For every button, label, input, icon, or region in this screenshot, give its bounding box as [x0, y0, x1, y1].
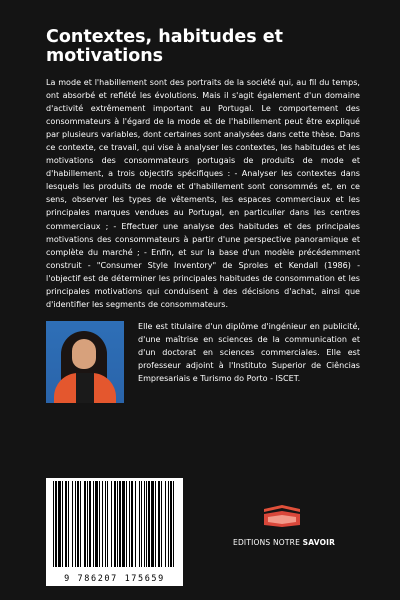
- barcode-bar: [135, 481, 136, 567]
- barcode-bar: [111, 481, 112, 567]
- barcode-bar: [129, 481, 130, 567]
- barcode: [46, 478, 183, 586]
- book-title: Contextes, habitudes et motivations: [46, 27, 283, 66]
- barcode-bar: [148, 481, 150, 567]
- barcode-bar: [65, 481, 67, 567]
- barcode-bar: [62, 481, 63, 567]
- barcode-bar: [114, 481, 116, 567]
- barcode-bar: [168, 481, 169, 567]
- barcode-bar: [158, 481, 160, 567]
- barcode-bar: [53, 481, 54, 567]
- publisher-logo-icon: [262, 505, 302, 527]
- barcode-bar: [126, 481, 127, 567]
- barcode-bar: [80, 481, 81, 567]
- barcode-bar: [119, 481, 121, 567]
- barcode-bar: [151, 481, 154, 567]
- barcode-bar: [144, 481, 145, 567]
- logo-top-chevron: [264, 505, 300, 512]
- barcode-bar: [165, 481, 166, 567]
- barcode-bar: [102, 481, 103, 567]
- barcode-bar: [141, 481, 142, 567]
- barcode-bar: [75, 481, 76, 567]
- barcode-bar: [155, 481, 156, 567]
- barcode-bar: [72, 481, 73, 567]
- barcode-bar: [146, 481, 147, 567]
- barcode-bar: [161, 481, 162, 567]
- barcode-bar: [58, 481, 61, 567]
- barcode-bar: [77, 481, 79, 567]
- book-description: La mode et l'habillement sont des portraits de la société qui, au fil du temps, ont absorbé et reflété les évolutions. Mais il s'agit également d'un domaine d'activité extrêmement important au Portugal. Le comportement des consommateurs à l'égard de la mode et de l'habillement peut être expliqué par plusieurs variables, dont certaines sont analysées dans cette thèse. Dans ce contexte, ce travail, qui vise à analyser les contextes, les habitudes et les motivations des consommateurs portugais de produits de mode et d'habillement, a trois objectifs spécifiques : - Analyser les contextes dans lesquels les produits de mode et d'habillement sont consommés et, en ce sens, observer les types de vêtements, les espaces commerciaux et les principales marques vendues au Portugal, en particulier dans les centres commerciaux ; - Effectuer une analyse des habitudes et des principales motivations des consommateurs à partir d'une perspective panoramique et complète du marché ; - Enfin, et sur la base d'un modèle précédemment construit - "Consumer Style Inventory" de Sproles et Kendall (1986) - l'objectif est de déterminer les principales habitudes de consommation et les principales motivations qui conduisent à des décisions d'achat, ainsi que d'identifier les segments de consommateurs.: [46, 78, 360, 309]
- barcode-bar: [95, 481, 98, 567]
- barcode-bar: [87, 481, 88, 567]
- publisher-name: [233, 538, 353, 547]
- barcode-bar: [131, 481, 133, 567]
- barcode-bar: [117, 481, 118, 567]
- barcode-bar: [68, 481, 69, 567]
- barcode-bar: [55, 481, 57, 567]
- barcode-bar: [139, 481, 140, 567]
- barcode-bar: [99, 481, 100, 567]
- publisher-name-bold: SAVOIR: [302, 538, 336, 547]
- barcode-bar: [170, 481, 172, 567]
- barcode-bar: [122, 481, 125, 567]
- author-photo: [46, 321, 124, 403]
- isbn-number: 9 786207 175659: [64, 574, 165, 584]
- barcode-bar: [84, 481, 86, 567]
- barcode-bar: [93, 481, 94, 567]
- barcode-bar: [173, 481, 174, 567]
- barcode-bars: [51, 481, 178, 569]
- barcode-bar: [105, 481, 106, 567]
- author-bio: Elle est titulaire d'un diplôme d'ingénieur en publicité, d'une maîtrise en sciences de la communication et d'un doctorat en sciences commerciales. Elle est professeur adjoint à l'Instituto Superior de Ciências Empresariais e Turismo do Porto - ISCET.: [138, 322, 360, 384]
- barcode-bar: [107, 481, 108, 567]
- barcode-bar: [89, 481, 91, 567]
- publisher-name-regular: EDITIONS NOTRE: [233, 538, 301, 547]
